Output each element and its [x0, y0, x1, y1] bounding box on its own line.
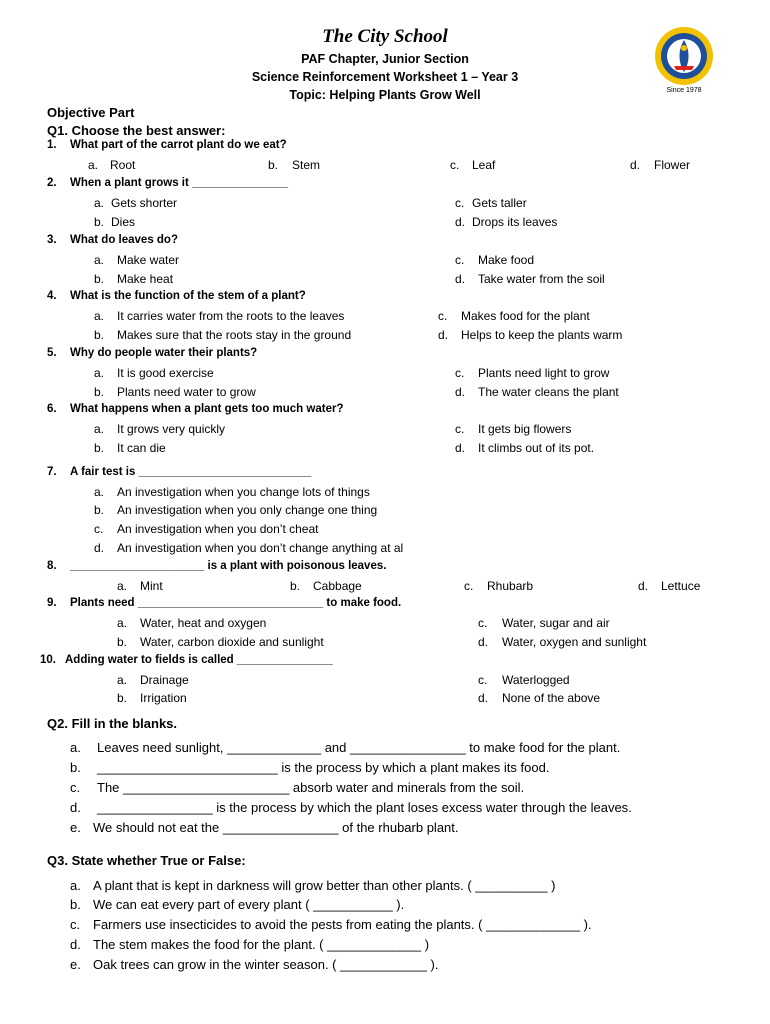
option-letter: c. [455, 366, 465, 380]
option-text: Makes food for the plant [461, 309, 590, 323]
school-logo [652, 26, 716, 98]
question-text: When a plant grows it _______________ [70, 177, 288, 189]
option-text: Water, carbon dioxide and sunlight [140, 635, 324, 649]
question-number: 5. [47, 347, 57, 359]
option-text: Flower [654, 158, 691, 172]
option-letter: a. [94, 196, 105, 210]
true-false-letter: c. [70, 917, 81, 932]
option-text: Plants need water to grow [117, 385, 256, 399]
q2-heading: Q2. Fill in the blanks. [47, 716, 178, 731]
option-letter: a. [94, 309, 105, 323]
option-text: The water cleans the plant [478, 385, 619, 399]
fill-blank-letter: d. [70, 800, 81, 815]
option-text: It can die [117, 441, 166, 455]
question-number: 3. [47, 234, 57, 246]
option-text: Waterlogged [502, 673, 570, 687]
option-letter: d. [455, 441, 466, 455]
true-false-text: Oak trees can grow in the winter season. ( ____________ ). [93, 957, 439, 972]
option-letter: a. [117, 616, 128, 630]
true-false-letter: d. [70, 937, 81, 952]
option-text: Stem [292, 158, 321, 172]
option-letter: a. [94, 366, 105, 380]
q1-heading: Q1. Choose the best answer: [47, 123, 226, 138]
option-text: It grows very quickly [117, 422, 226, 436]
question-text: A fair test is ___________________________ [70, 466, 312, 478]
option-text: Take water from the soil [478, 272, 605, 286]
option-text: Leaf [472, 158, 496, 172]
option-text: Mint [140, 579, 163, 593]
option-letter: a. [94, 253, 105, 267]
option-text: Gets taller [472, 196, 527, 210]
option-letter: a. [117, 579, 128, 593]
question-number: 6. [47, 403, 57, 415]
fill-blank-text: ________________ is the process by which the plant loses excess water through the leaves. [97, 800, 632, 815]
option-letter: d. [478, 691, 489, 705]
option-text: Irrigation [140, 691, 187, 705]
option-text: Make water [117, 253, 180, 267]
fill-blank-letter: c. [70, 780, 81, 795]
option-text: Root [110, 158, 136, 172]
true-false-letter: a. [70, 878, 81, 893]
fill-blank-text: Leaves need sunlight, _____________ and ________________ to make food for the plant. [97, 740, 621, 755]
true-false-letter: e. [70, 957, 81, 972]
option-letter: b. [290, 579, 301, 593]
option-letter: d. [455, 215, 466, 229]
header-line-2: Science Reinforcement Worksheet 1 – Year 3 [251, 70, 519, 84]
fill-blank-letter: b. [70, 760, 81, 775]
true-false-text: A plant that is kept in darkness will grow better than other plants. ( __________ ) [93, 878, 556, 893]
option-text: Water, heat and oxygen [140, 616, 267, 630]
option-text: An investigation when you don’t change anything at al [117, 541, 404, 555]
fill-blank-letter: a. [70, 740, 81, 755]
true-false-text: The stem makes the food for the plant. ( _____________ ) [93, 937, 430, 952]
option-text: Lettuce [661, 579, 701, 593]
option-text: Plants need light to grow [478, 366, 610, 380]
option-text: An investigation when you don’t cheat [117, 522, 319, 536]
option-letter: b. [117, 691, 128, 705]
option-letter: c. [455, 422, 465, 436]
fill-blank-text: The _______________________ absorb water and minerals from the soil. [97, 780, 525, 795]
question-text: Adding water to fields is called _______________ [65, 654, 333, 666]
option-text: None of the above [502, 691, 601, 705]
option-letter: a. [94, 485, 105, 499]
question-number: 8. [47, 560, 57, 572]
option-letter: b. [94, 328, 105, 342]
option-letter: b. [94, 385, 105, 399]
question-text: Why do people water their plants? [70, 347, 258, 359]
option-letter: c. [455, 253, 465, 267]
question-number: 9. [47, 597, 57, 609]
option-letter: c. [478, 616, 488, 630]
option-letter: b. [94, 215, 105, 229]
option-text: It is good exercise [117, 366, 214, 380]
option-text: Drainage [140, 673, 189, 687]
option-letter: d. [94, 541, 105, 555]
option-letter: c. [455, 196, 465, 210]
objective-part-heading: Objective Part [47, 105, 135, 120]
fill-blank-text: _________________________ is the process by which a plant makes its food. [97, 760, 550, 775]
question-text: What do leaves do? [70, 234, 178, 246]
question-number: 7. [47, 466, 57, 478]
question-text: _____________________ is a plant with poisonous leaves. [70, 560, 387, 572]
option-letter: a. [117, 673, 128, 687]
question-text: Plants need _____________________________ to make food. [70, 597, 402, 609]
header-line-3: Topic: Helping Plants Grow Well [289, 88, 481, 102]
question-number: 4. [47, 290, 57, 302]
option-letter: d. [438, 328, 449, 342]
option-letter: d. [455, 272, 466, 286]
option-letter: c. [94, 522, 104, 536]
option-text: Drops its leaves [472, 215, 558, 229]
option-text: It gets big flowers [478, 422, 572, 436]
option-letter: b. [94, 272, 105, 286]
option-text: It climbs out of its pot. [478, 441, 595, 455]
option-letter: c. [438, 309, 448, 323]
question-text: What happens when a plant gets too much water? [70, 403, 344, 415]
option-letter: b. [117, 635, 128, 649]
option-text: Dies [111, 215, 136, 229]
option-text: An investigation when you change lots of things [117, 485, 370, 499]
option-text: It carries water from the roots to the leaves [117, 309, 345, 323]
question-number: 1. [47, 139, 57, 151]
option-text: Gets shorter [111, 196, 178, 210]
school-name: The City School [322, 26, 448, 47]
option-text: Water, sugar and air [502, 616, 610, 630]
question-number: 2. [47, 177, 57, 189]
q3-heading: Q3. State whether True or False: [47, 853, 246, 868]
question-text: What part of the carrot plant do we eat? [70, 139, 287, 151]
option-text: Rhubarb [487, 579, 534, 593]
option-text: Cabbage [313, 579, 362, 593]
option-letter: d. [455, 385, 466, 399]
true-false-letter: b. [70, 897, 81, 912]
option-letter: c. [478, 673, 488, 687]
option-letter: a. [88, 158, 99, 172]
fill-blank-text: We should not eat the ________________ of the rhubarb plant. [93, 820, 459, 835]
option-letter: c. [450, 158, 460, 172]
option-letter: a. [94, 422, 105, 436]
option-text: Make heat [117, 272, 174, 286]
option-letter: d. [478, 635, 489, 649]
option-text: An investigation when you only change one thing [117, 503, 378, 517]
option-letter: d. [630, 158, 641, 172]
true-false-text: We can eat every part of every plant ( ___________ ). [93, 897, 405, 912]
option-letter: b. [94, 503, 105, 517]
option-text: Water, oxygen and sunlight [502, 635, 647, 649]
option-letter: b. [94, 441, 105, 455]
option-letter: d. [638, 579, 649, 593]
logo-since-text: Since 1978 [666, 87, 702, 94]
true-false-text: Farmers use insecticides to avoid the pests from eating the plants. ( _____________ ). [93, 917, 592, 932]
option-letter: b. [268, 158, 279, 172]
question-number: 10. [40, 654, 56, 666]
option-letter: c. [464, 579, 474, 593]
question-text: What is the function of the stem of a plant? [70, 290, 306, 302]
option-text: Helps to keep the plants warm [461, 328, 623, 342]
fill-blank-letter: e. [70, 820, 81, 835]
option-text: Make food [478, 253, 535, 267]
header-line-1: PAF Chapter, Junior Section [301, 52, 469, 66]
option-text: Makes sure that the roots stay in the ground [117, 328, 352, 342]
